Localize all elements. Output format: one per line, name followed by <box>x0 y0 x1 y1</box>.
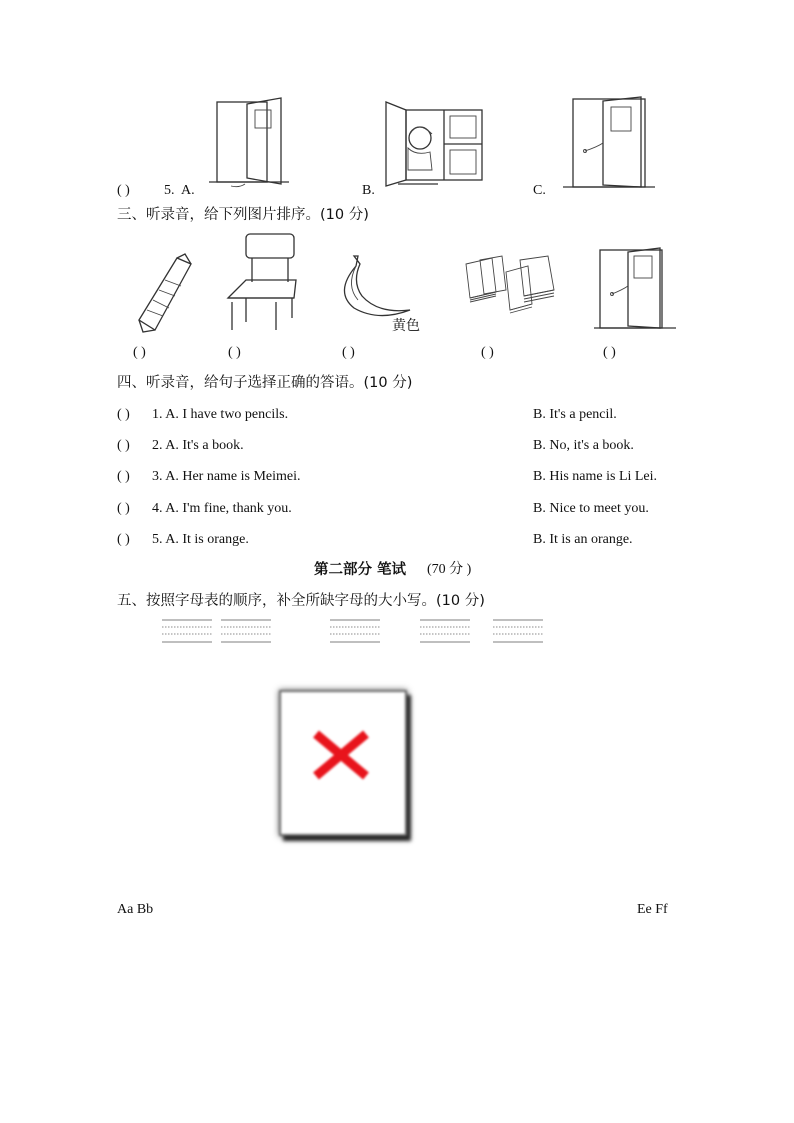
given-letters-right: Ee Ff <box>637 902 668 917</box>
picture1-order-paren[interactable]: ( ) <box>133 345 146 360</box>
q5-answer-paren[interactable]: ( ) <box>117 183 130 198</box>
q5-option-a-label: A. <box>181 183 195 198</box>
q4-2-option-a: 2. A. It's a book. <box>152 438 244 453</box>
writing-box-2 <box>221 620 271 642</box>
picture3-order-paren[interactable]: ( ) <box>342 345 355 360</box>
q4-4-option-a: 4. A. I'm fine, thank you. <box>152 501 292 516</box>
q4-1-option-a: 1. A. I have two pencils. <box>152 407 289 422</box>
door-image-2 <box>594 246 676 332</box>
door-image <box>563 97 655 191</box>
q4-3-option-b: B. His name is Li Lei. <box>533 469 658 484</box>
q4-4-answer-paren[interactable]: ( ) <box>117 501 130 516</box>
q5-option-c-label: C. <box>533 183 546 198</box>
section5-title: 五、按照字母表的顺序，补全所缺字母的大小写。(10 分) <box>117 593 485 609</box>
given-letters-left: Aa Bb <box>117 902 154 917</box>
q4-3-answer-paren[interactable]: ( ) <box>117 469 130 484</box>
q4-5-option-a: 5. A. It is orange. <box>152 532 249 547</box>
broken-image-icon <box>310 728 372 782</box>
q4-5-option-b: B. It is an orange. <box>533 532 633 547</box>
girl-window-image <box>378 98 488 190</box>
writing-box-1 <box>162 620 212 642</box>
q4-1-answer-paren[interactable]: ( ) <box>117 407 130 422</box>
writing-box-5 <box>493 620 543 642</box>
picture5-order-paren[interactable]: ( ) <box>603 345 616 360</box>
q4-1-option-b: B. It's a pencil. <box>533 407 617 422</box>
section4-title: 四、听录音，给句子选择正确的答语。(10 分) <box>117 375 413 391</box>
writing-box-3 <box>330 620 380 642</box>
q4-2-option-b: B. No, it's a book. <box>533 438 634 453</box>
banana-image <box>334 252 418 318</box>
letter-writing-lines[interactable] <box>162 619 544 645</box>
q4-4-option-b: B. Nice to meet you. <box>533 501 649 516</box>
section3-title: 三、听录音，给下列图片排序。(10 分) <box>117 207 369 223</box>
q4-3-option-a: 3. A. Her name is Meimei. <box>152 469 301 484</box>
q4-2-answer-paren[interactable]: ( ) <box>117 438 130 453</box>
crayon-image <box>133 252 197 336</box>
chair-image <box>224 232 304 336</box>
writing-box-4 <box>420 620 470 642</box>
banana-color-label: 黄色 <box>392 318 420 334</box>
books-image <box>462 254 560 318</box>
open-door-image <box>205 98 295 190</box>
q4-5-answer-paren[interactable]: ( ) <box>117 532 130 547</box>
part2-title: 第二部分 笔试 <box>314 562 407 578</box>
q5-number: 5. <box>164 183 175 198</box>
q5-option-b-label: B. <box>362 183 375 198</box>
picture4-order-paren[interactable]: ( ) <box>481 345 494 360</box>
picture2-order-paren[interactable]: ( ) <box>228 345 241 360</box>
part2-score: (70 分 ) <box>427 562 472 577</box>
